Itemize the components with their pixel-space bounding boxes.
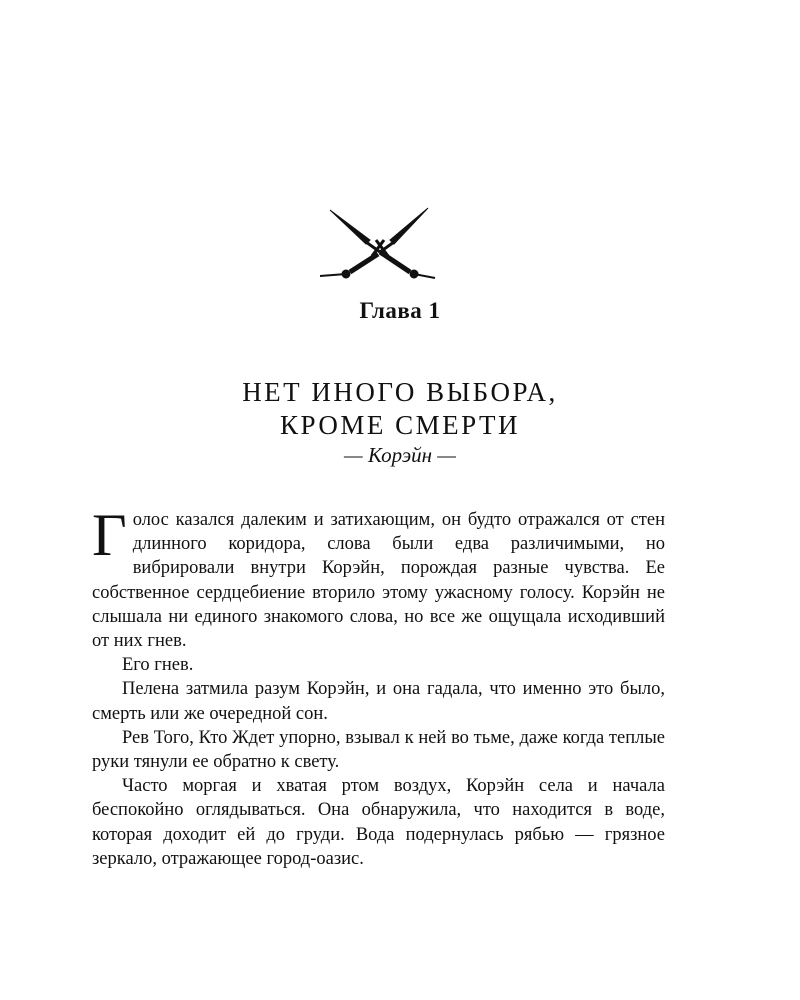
crossed-daggers-icon — [310, 200, 450, 285]
chapter-title-line-2: КРОМЕ СМЕРТИ — [280, 410, 520, 440]
paragraph-1 — [92, 502, 665, 653]
dagger-left — [330, 210, 435, 278]
paragraph-1-text: олос казался далеким и затихающим, он будто отражался от стен длинного коридора, слова были едва различимыми, но вибрировали внутри Корэйн, порождая разные чувства. Ее собственное сердцебиение вторило этому ужасному голосу. Корэйн не слышала ни единого знакомого слова, но все же ощущала исходивший от них гнев. — [92, 510, 665, 652]
body-text — [92, 502, 665, 871]
drop-cap: Г — [92, 502, 127, 568]
chapter-title — [0, 376, 800, 442]
paragraph-5: Часто моргая и хватая ртом воздух, Корэйн села и начала беспокойно оглядываться. Она обнаружила, что находится в воде, которая доходит ей до груди. Вода подернулась рябью — грязное зеркало, отражающее город-оазис. — [92, 776, 665, 869]
paragraph-4: Рев Того, Кто Ждет упорно, взывал к ней во тьме, даже когда теплые руки тянули ее обратно к свету. — [92, 727, 665, 773]
paragraph-2: Его гнев. — [122, 655, 194, 676]
pov-character: — Корэйн — — [344, 443, 456, 467]
dagger-right — [320, 208, 428, 278]
chapter-title-line-1: НЕТ ИНОГО ВЫБОРА, — [242, 377, 558, 407]
paragraph-3: Пелена затмила разум Корэйн, и она гадала, что именно это было, смерть или же очередной сон. — [92, 679, 665, 724]
chapter-label: Глава 1 — [359, 298, 441, 323]
